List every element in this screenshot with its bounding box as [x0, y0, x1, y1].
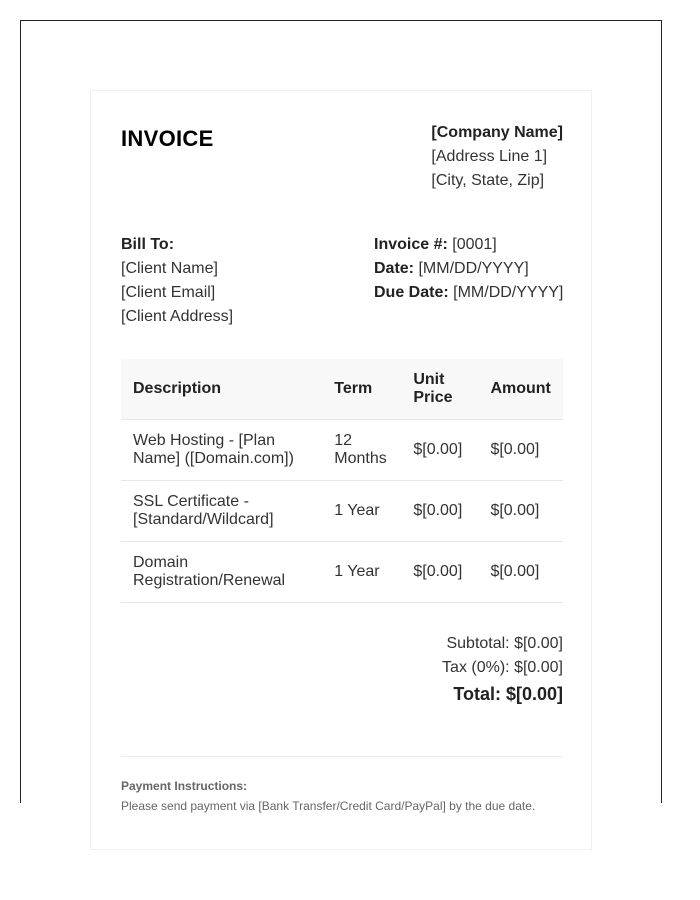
billing-section	[121, 233, 563, 329]
invoice-date	[374, 257, 563, 281]
row-unit-price: $[0.00]	[401, 542, 478, 603]
invoice-date-value: [MM/DD/YYYY]	[418, 260, 529, 277]
invoice-container	[90, 90, 592, 850]
row-unit-price: $[0.00]	[401, 481, 478, 542]
line-items-table	[121, 359, 563, 603]
subtotal: Subtotal: $[0.00]	[446, 635, 563, 652]
grand-total: Total: $[0.00]	[453, 684, 563, 704]
row-unit-price: $[0.00]	[401, 420, 478, 481]
bill-to-block	[121, 233, 233, 329]
payment-instructions-title: Payment Instructions:	[121, 779, 248, 793]
row-amount: $[0.00]	[478, 542, 563, 603]
invoice-date-label: Date:	[374, 260, 415, 277]
row-description: Domain Registration/Renewal	[121, 542, 322, 603]
invoice-number-value: [0001]	[452, 236, 497, 253]
row-description: Web Hosting - [Plan Name] ([Domain.com])	[121, 420, 322, 481]
header-description: Description	[121, 359, 322, 420]
client-name: [Client Name]	[121, 260, 218, 277]
row-description: SSL Certificate - [Standard/Wildcard]	[121, 481, 322, 542]
header-amount: Amount	[478, 359, 563, 420]
row-term: 1 Year	[322, 542, 401, 603]
table-row	[121, 542, 563, 603]
due-date-label: Due Date:	[374, 284, 449, 301]
row-term: 12 Months	[322, 420, 401, 481]
totals-section	[121, 632, 563, 708]
row-amount: $[0.00]	[478, 481, 563, 542]
invoice-number	[374, 233, 563, 257]
due-date-value: [MM/DD/YYYY]	[453, 284, 564, 301]
invoice-number-label: Invoice #:	[374, 236, 448, 253]
section-divider	[121, 756, 563, 757]
row-amount: $[0.00]	[478, 420, 563, 481]
invoice-header	[121, 121, 563, 193]
table-row	[121, 420, 563, 481]
header-term: Term	[322, 359, 401, 420]
company-address-line: [Address Line 1]	[431, 148, 548, 165]
invoice-body	[121, 121, 563, 815]
table-row	[121, 481, 563, 542]
company-name: [Company Name]	[431, 124, 563, 141]
header-unit-price: Unit Price	[401, 359, 478, 420]
company-city-state-zip: [City, State, Zip]	[431, 172, 545, 189]
invoice-meta	[374, 233, 563, 305]
table-header-row	[121, 359, 563, 420]
company-info	[431, 121, 563, 193]
document-page	[20, 20, 662, 813]
payment-instructions-text: Please send payment via [Bank Transfer/Credit Card/PayPal] by the due date.	[121, 799, 536, 813]
invoice-title: INVOICE	[121, 126, 214, 151]
tax: Tax (0%): $[0.00]	[442, 659, 563, 676]
row-term: 1 Year	[322, 481, 401, 542]
invoice-due-date	[374, 281, 563, 305]
client-email: [Client Email]	[121, 284, 216, 301]
bill-to-label: Bill To:	[121, 236, 175, 253]
client-address: [Client Address]	[121, 308, 234, 325]
